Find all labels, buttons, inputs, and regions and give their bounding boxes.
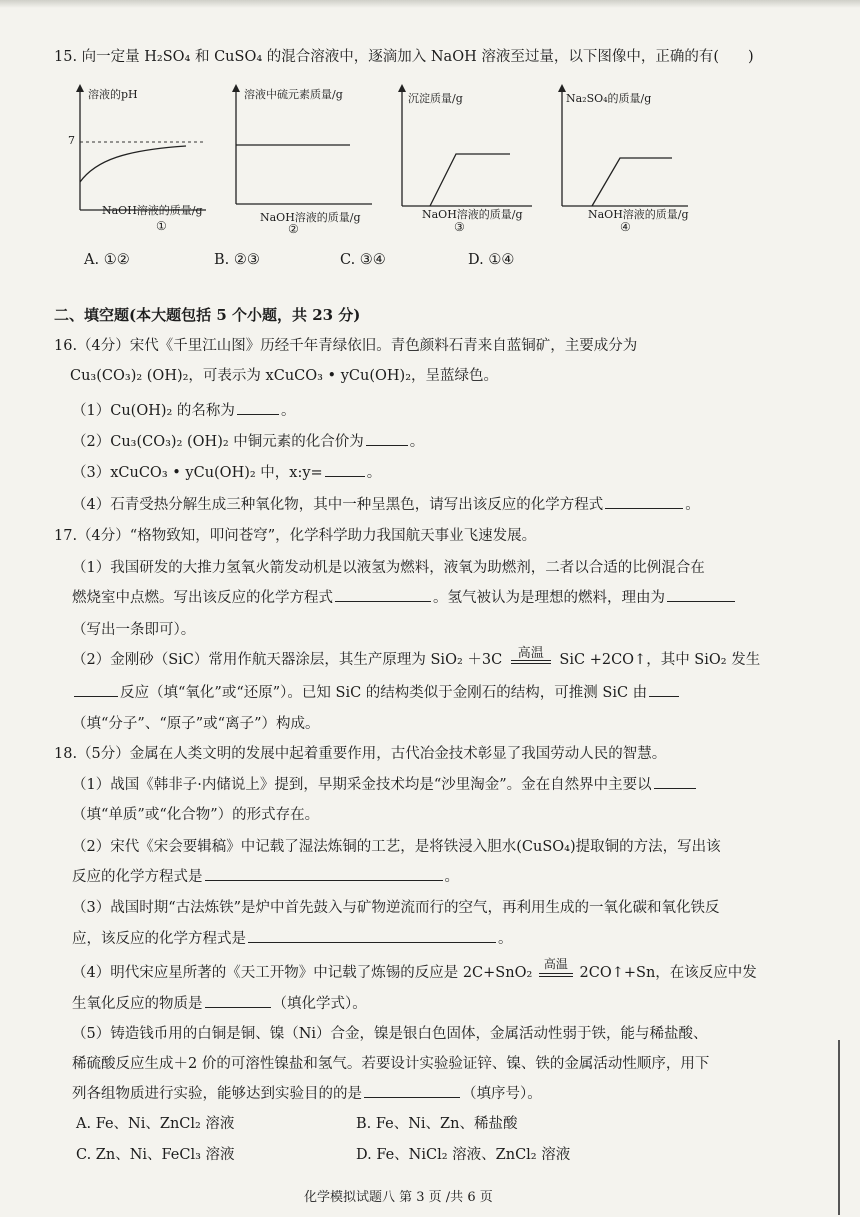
- q18-line1: 18.（5分）金属在人类文明的发展中起着重要作用，古代冶金技术彰显了我国劳动人民的智慧。: [54, 746, 667, 762]
- q18-sub4-a-text: （4）明代宋应星所著的《天工开物》中记载了炼锡的反应是 2C+SnO₂: [72, 965, 533, 981]
- q16-line2: Cu₃(CO₃)₂ (OH)₂，可表示为 xCuCO₃ • yCu(OH)₂，呈蓝绿色。: [70, 368, 499, 384]
- q17-condition: [511, 646, 551, 664]
- graph-3-ylabel: 沉淀质量/g: [408, 92, 463, 105]
- graph-3-xlabel: NaOH溶液的质量/g: [422, 208, 523, 221]
- q18-sub2-b: [72, 865, 459, 886]
- q15-option-b[interactable]: B. ②③: [214, 252, 260, 268]
- q16-sub1-end: 。: [280, 403, 296, 419]
- q18-sub3-b-text: 应，该反应的化学方程式是: [72, 931, 246, 947]
- q17-sub1-c: （写出一条即可）。: [72, 622, 196, 638]
- q17-sub2-a: [72, 648, 760, 669]
- q18-sub3-b: [72, 927, 513, 948]
- q18-sub2-b-text: 反应的化学方程式是: [72, 869, 203, 885]
- q18-condition-label: 高温: [543, 957, 568, 971]
- q17-sub1-b: [72, 586, 737, 607]
- graph-3-number: ③: [454, 220, 465, 234]
- q17-sub2-a2-text: SiC +2CO↑，其中 SiO₂ 发生: [559, 652, 761, 668]
- graph-4-number: ④: [620, 220, 631, 234]
- q18-sub1-b: （填“单质”或“化合物”）的形式存在。: [72, 807, 320, 823]
- q18-blank-4[interactable]: [205, 993, 271, 1008]
- scan-top-edge: [0, 0, 860, 8]
- q16-blank-4[interactable]: [605, 494, 683, 509]
- q17-sub2-b-text: 反应（填“氧化”或“还原”）。已知 SiC 的结构类似于金刚石的结构，可推测 SiC 由: [120, 685, 648, 701]
- q18-blank-1[interactable]: [654, 774, 696, 789]
- q18-condition: [539, 957, 573, 977]
- graph-1-xlabel: NaOH溶液的质量/g: [102, 204, 203, 217]
- graph-4-xlabel: NaOH溶液的质量/g: [588, 208, 689, 221]
- graph-2-y-arrow: [232, 84, 240, 92]
- q16-sub2-end: 。: [409, 434, 425, 450]
- q18-sub4-b-text: 生氧化反应的物质是: [72, 996, 203, 1012]
- graph-4: [554, 82, 704, 236]
- q16-blank-1[interactable]: [237, 400, 279, 415]
- q18-sub4-a: [72, 957, 757, 982]
- q16-sub2-text: （2）Cu₃(CO₃)₂ (OH)₂ 中铜元素的化合价为: [72, 434, 364, 450]
- q16-sub4-text: （4）石青受热分解生成三种氧化物，其中一种呈黑色，请写出该反应的化学方程式: [72, 497, 604, 513]
- q17-sub2-b: [72, 681, 681, 702]
- q18-sub1-a-text: （1）战国《韩非子·内储说上》提到，早期采金技术均是“沙里淘金”。金在自然界中主要以: [72, 777, 652, 793]
- graph-1-ytick: 7: [68, 134, 75, 147]
- q16-sub1-text: （1）Cu(OH)₂ 的名称为: [72, 403, 235, 419]
- q17-sub2-c: （填“分子”、“原子”或“离子”）构成。: [72, 716, 320, 732]
- q17-blank-2[interactable]: [667, 587, 735, 602]
- graph-2-ylabel: 溶液中硫元素质量/g: [244, 88, 343, 101]
- q16-blank-2[interactable]: [366, 431, 408, 446]
- q16-sub2: [72, 430, 424, 451]
- q18-condition-bar: [539, 973, 573, 977]
- q18-sub4-b2-text: （填化学式）。: [272, 996, 367, 1012]
- graph-3-curve: [430, 154, 510, 206]
- q18-option-d[interactable]: D. Fe、NiCl₂ 溶液、ZnCl₂ 溶液: [356, 1147, 571, 1163]
- q18-sub5-c2-text: （填序号）。: [462, 1086, 542, 1102]
- q16-sub3-end: 。: [366, 465, 382, 481]
- graph-1-curve: [80, 146, 186, 182]
- q17-sub1-a: （1）我国研发的大推力氢氧火箭发动机是以液氢为燃料，液氧为助燃剂，二者以合适的比例混合在: [72, 560, 705, 576]
- q18-blank-3[interactable]: [248, 928, 496, 943]
- q15-option-c[interactable]: C. ③④: [340, 252, 386, 268]
- q18-option-c[interactable]: C. Zn、Ni、FeCl₃ 溶液: [76, 1147, 235, 1163]
- q18-sub5-c: [72, 1082, 542, 1103]
- graph-2-xlabel: NaOH溶液的质量/g: [260, 211, 361, 224]
- q17-sub2-a-text: （2）金刚砂（SiC）常用作航天器涂层，其生产原理为 SiO₂ ＋3C: [72, 652, 503, 668]
- graph-1-ylabel: 溶液的pH: [88, 88, 138, 101]
- q18-sub2-a: （2）宋代《宋会要辑稿》中记载了湿法炼铜的工艺，是将铁浸入胆水(CuSO₄)提取铜的方法，写出该: [72, 839, 721, 855]
- q18-blank-5[interactable]: [364, 1083, 460, 1098]
- q15-option-a[interactable]: A. ①②: [84, 252, 130, 268]
- graph-4-curve: [592, 158, 672, 206]
- q16-sub4: [72, 493, 700, 514]
- graph-2: [224, 82, 384, 236]
- q16-line1: 16.（4分）宋代《千里江山图》历经千年青绿依旧。青色颜料石青来自蓝铜矿，主要成分为: [54, 338, 638, 354]
- q18-blank-2[interactable]: [205, 866, 443, 881]
- graph-3-y-arrow: [398, 84, 406, 92]
- graph-4-y-arrow: [558, 84, 566, 92]
- q18-option-b[interactable]: B. Fe、Ni、Zn、稀盐酸: [356, 1116, 518, 1132]
- q16-sub1: [72, 399, 295, 420]
- scan-right-edge-line: [838, 1040, 840, 1215]
- graph-3: [392, 82, 542, 236]
- q16-sub3-text: （3）xCuCO₃ • yCu(OH)₂ 中，x:y=: [72, 465, 323, 481]
- q18-sub3-end: 。: [498, 931, 513, 947]
- graph-1-y-arrow: [76, 84, 84, 92]
- graph-1-number: ①: [156, 219, 167, 233]
- q17-sub1-b2-text: 。氢气被认为是理想的燃料，理由为: [433, 590, 665, 606]
- q18-sub4-a2-text: 2CO↑+Sn，在该反应中发: [579, 965, 757, 981]
- section-2-heading: 二、填空题(本大题包括 5 个小题，共 23 分): [54, 306, 361, 324]
- q18-option-a[interactable]: A. Fe、Ni、ZnCl₂ 溶液: [76, 1116, 235, 1132]
- q18-sub5-b: 稀硫酸反应生成＋2 价的可溶性镍盐和氢气。若要设计实验验证锌、镍、铁的金属活动性顺序，用下: [72, 1056, 710, 1072]
- q15-stem: 15. 向一定量 H₂SO₄ 和 CuSO₄ 的混合溶液中，逐滴加入 NaOH 溶液至过量，以下图像中，正确的有( ): [54, 49, 754, 65]
- page-footer: 化学模拟试题八 第 3 页 /共 6 页: [304, 1190, 493, 1205]
- q17-blank-3[interactable]: [74, 682, 118, 697]
- q17-blank-4[interactable]: [649, 682, 679, 697]
- q18-sub3-a: （3）战国时期“古法炼铁”是炉中首先鼓入与矿物逆流而行的空气，再利用生成的一氧化碳和氧化铁反: [72, 900, 720, 916]
- q18-sub4-b: [72, 992, 367, 1013]
- graph-4-ylabel: Na₂SO₄的质量/g: [566, 92, 652, 105]
- q17-condition-label: 高温: [517, 646, 544, 661]
- q16-sub3: [72, 461, 381, 482]
- q18-sub5-a: （5）铸造钱币用的白铜是铜、镍（Ni）合金，镍是银白色固体，金属活动性弱于铁，能与稀盐酸、: [72, 1026, 708, 1042]
- q18-sub1-a: [72, 773, 698, 794]
- graph-2-number: ②: [288, 222, 299, 236]
- q16-blank-3[interactable]: [325, 462, 365, 477]
- q17-sub1-b-text: 燃烧室中点燃。写出该反应的化学方程式: [72, 590, 333, 606]
- q16-sub4-end: 。: [685, 497, 700, 513]
- q18-sub5-c-text: 列各组物质进行实验，能够达到实验目的的是: [72, 1086, 362, 1102]
- q15-option-d[interactable]: D. ①④: [468, 252, 515, 268]
- q17-line1: 17.（4分）“格物致知，叩问苍穹”，化学科学助力我国航天事业飞速发展。: [54, 528, 537, 544]
- graph-1: [66, 82, 216, 236]
- q18-sub2-end: 。: [444, 869, 459, 885]
- q17-blank-1[interactable]: [335, 587, 431, 602]
